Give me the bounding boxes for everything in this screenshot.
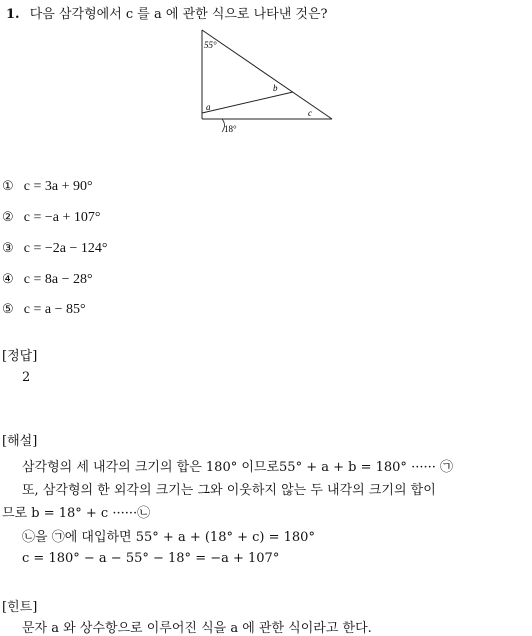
triangle-figure bbox=[196, 28, 338, 136]
choice-text: c = 3a + 90° bbox=[23, 179, 93, 194]
choice-text: c = 8a − 28° bbox=[23, 272, 93, 287]
hint-heading: [힌트] bbox=[2, 600, 38, 615]
explanation-line: 또, 삼각형의 한 외각의 크기는 그와 이웃하지 않는 두 내각의 크기의 합이 bbox=[22, 483, 436, 498]
choice-marker: ① bbox=[2, 179, 14, 194]
label-b: b bbox=[273, 83, 278, 93]
explanation-line: 므로 b = 18° + c ······㉡ bbox=[2, 506, 151, 521]
explanation-line: ㉡을 ㉠에 대입하면 55° + a + (18° + c) = 180° bbox=[22, 530, 315, 545]
triangle-hypotenuse bbox=[202, 30, 332, 119]
explanation-line: c = 180° − a − 55° − 18° = −a + 107° bbox=[22, 551, 280, 566]
choice-text: c = −a + 107° bbox=[23, 210, 101, 225]
label-top-angle: 55° bbox=[204, 40, 217, 50]
choice-text: c = −2a − 124° bbox=[23, 241, 108, 256]
question bbox=[6, 3, 328, 22]
answer-value: 2 bbox=[22, 370, 31, 385]
label-bottom-angle: 18° bbox=[224, 124, 237, 134]
inner-segment bbox=[202, 92, 293, 113]
hint-text: 문자 a 와 상수항으로 이루어진 식을 a 에 관한 식이라고 한다. bbox=[22, 621, 372, 636]
choice-marker: ③ bbox=[2, 241, 14, 256]
choice-1[interactable] bbox=[2, 179, 93, 195]
answer-heading: [정답] bbox=[2, 349, 38, 364]
explanation-line: 삼각형의 세 내각의 크기의 합은 180° 이므로55° + a + b = 180° ······ ㉠ bbox=[22, 460, 453, 475]
choice-3[interactable] bbox=[2, 241, 108, 257]
choice-marker: ② bbox=[2, 210, 14, 225]
question-text: 다음 삼각형에서 c 를 a 에 관한 식으로 나타낸 것은? bbox=[29, 7, 328, 22]
choice-5[interactable] bbox=[2, 302, 86, 318]
label-a: a bbox=[206, 102, 211, 112]
question-number: 1. bbox=[6, 7, 20, 22]
choice-2[interactable] bbox=[2, 210, 101, 226]
choice-marker: ④ bbox=[2, 272, 14, 287]
explanation-heading: [해설] bbox=[2, 434, 38, 449]
choice-marker: ⑤ bbox=[2, 302, 14, 317]
label-c: c bbox=[308, 108, 312, 118]
choice-4[interactable] bbox=[2, 272, 93, 288]
choice-text: c = a − 85° bbox=[23, 302, 86, 317]
